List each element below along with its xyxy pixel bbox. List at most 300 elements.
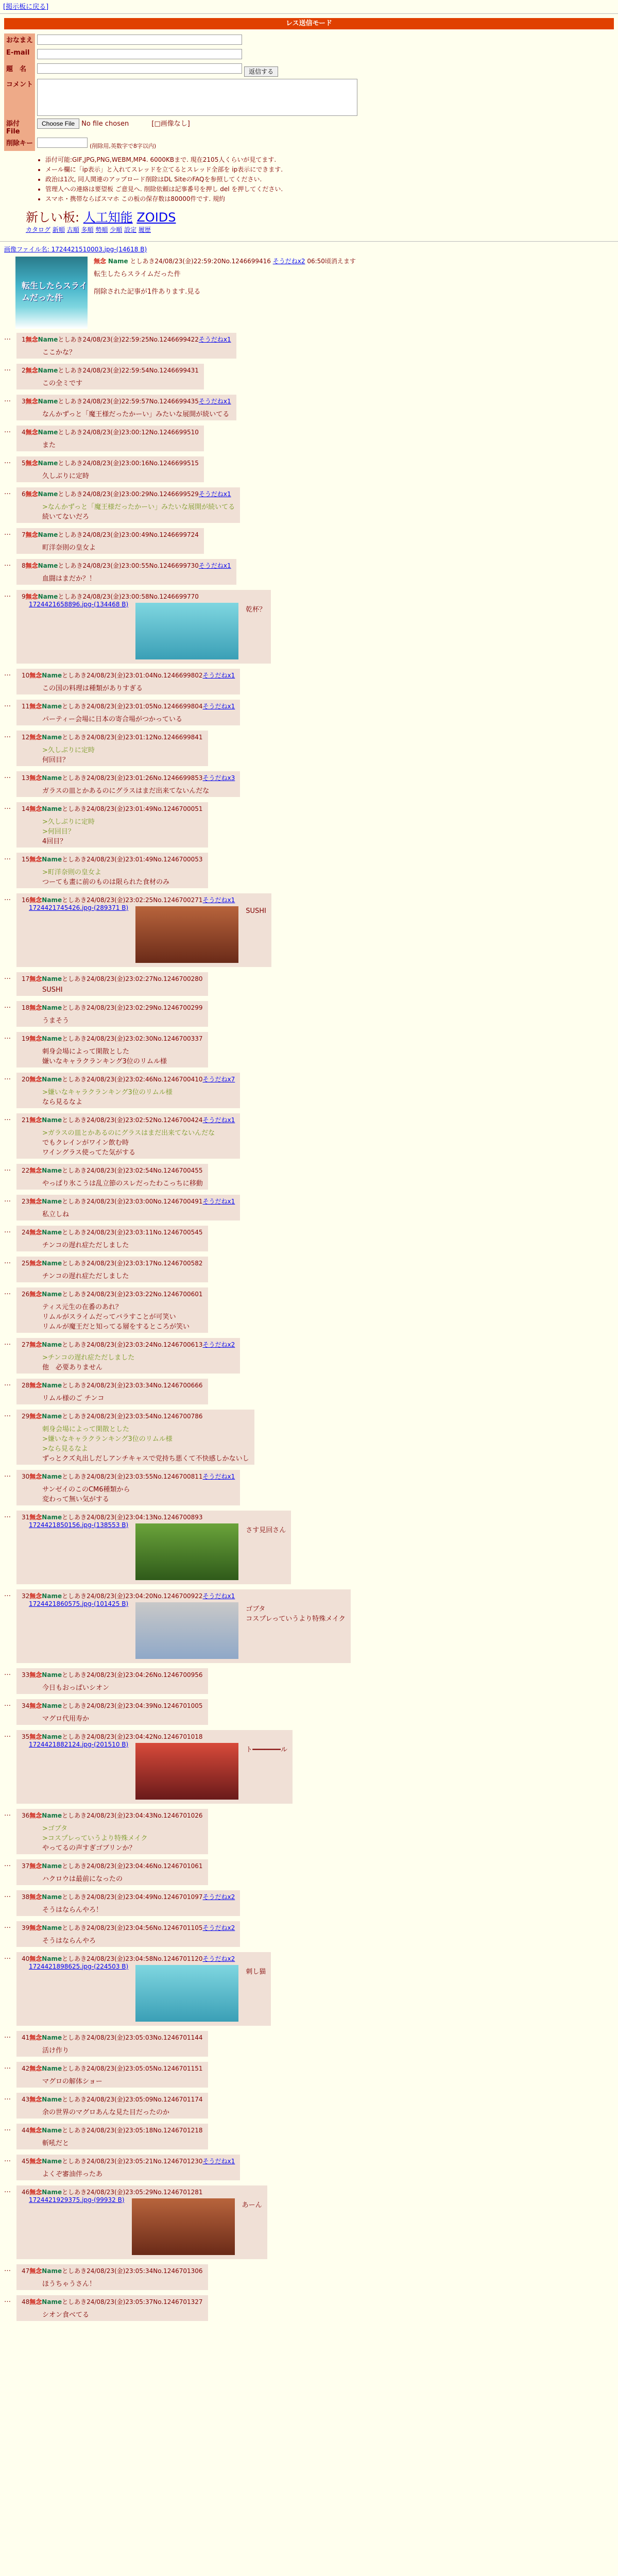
reply-name: 無念: [29, 2126, 42, 2134]
reply-file-link[interactable]: 1724421658896.jpg-(134468 B): [29, 600, 129, 608]
reply-name: 無念: [29, 1893, 42, 1901]
reply-line: でもクレインがワイン飲む時: [42, 1139, 129, 1147]
reply-line: サンゼイのこのCM6種類から: [42, 1485, 130, 1494]
reply-sodane[interactable]: そうだねx1: [202, 1472, 235, 1480]
reply-number: 40: [22, 1955, 30, 1962]
reply: [16, 2031, 208, 2057]
reply-header: [22, 855, 203, 863]
reply-sub: Name: [42, 896, 62, 904]
reply-header: [22, 702, 235, 710]
reply-name: 無念: [25, 490, 38, 498]
reply: [16, 893, 271, 967]
delkey-input[interactable]: [37, 138, 88, 148]
reply-sodane[interactable]: そうだねx1: [198, 562, 231, 569]
reply: [16, 2124, 208, 2149]
reply: [16, 528, 204, 554]
reply-number: 7: [22, 531, 26, 538]
reply-name: 無念: [29, 805, 42, 812]
back-to-board-link[interactable]: [掲示板に戻る]: [3, 3, 49, 11]
reply-date: としあき24/08/23(金)23:03:54No.1246700786: [62, 1412, 203, 1420]
reply-indent: …: [4, 364, 11, 372]
reply-name: 無念: [29, 1702, 42, 1709]
reply: [16, 1470, 240, 1505]
reply-number: 27: [22, 1341, 30, 1348]
reply-line: つーても畫に前のものは限られた食材のみ: [42, 878, 170, 886]
reply-row: [4, 332, 614, 363]
reply-line: >コスプレっていうより特殊メイク: [42, 1834, 148, 1842]
reply-body: [42, 1682, 203, 1692]
reply-number: 5: [22, 459, 26, 467]
reply-row: [4, 1667, 614, 1698]
reply-body: [242, 2199, 262, 2209]
reply-body: [42, 2138, 203, 2147]
reply-row: [4, 2263, 614, 2294]
reply-indent: …: [4, 1379, 11, 1387]
reply-body: [42, 1423, 249, 1463]
reply: [16, 1699, 208, 1725]
reply-number: 13: [22, 774, 30, 782]
reply-sodane[interactable]: そうだねx1: [202, 671, 235, 679]
reply-date: としあき24/08/23(金)23:05:05No.1246701151: [62, 2064, 203, 2072]
reply-line: また: [42, 441, 56, 449]
choose-file-button[interactable]: Choose File: [37, 118, 79, 129]
reply-header: [22, 1861, 203, 1870]
reply-name: 無念: [29, 1862, 42, 1870]
reply-body: [246, 1524, 286, 1534]
reply-sodane[interactable]: そうだねx1: [202, 1592, 235, 1600]
reply-sub: Name: [38, 562, 58, 569]
reply-sub: Name: [42, 1733, 62, 1740]
catalog-link[interactable]: 勢順: [95, 226, 108, 233]
reply-row: [4, 971, 614, 1000]
reply-name: 無念: [29, 1733, 42, 1740]
reply-date: としあき24/08/23(金)23:00:58No.1246699770: [58, 592, 199, 600]
reply-sub: Name: [38, 531, 58, 538]
reply-date: としあき24/08/23(金)23:05:29No.1246701281: [62, 2188, 203, 2196]
reply-line: リムルが魔王だと知ってる層をするところが笑い: [42, 1323, 190, 1331]
reply-indent: …: [4, 2296, 11, 2304]
reply-sub: Name: [38, 592, 58, 600]
reply-header: [22, 2095, 203, 2104]
op-image-caption: 転生したらスライムだった件: [22, 280, 88, 302]
reply-row: [4, 1510, 614, 1588]
reply-indent: …: [4, 2265, 11, 2273]
textonly-checkbox[interactable]: [□画像なし]: [151, 120, 190, 128]
reply-indent: …: [4, 1590, 11, 1598]
reply-row: [4, 1256, 614, 1286]
reply-number: 9: [22, 592, 26, 600]
reply-sodane[interactable]: そうだねx1: [202, 1116, 235, 1124]
reply-body: [42, 2107, 203, 2116]
reply-line: ガラスの皿とかあるのにグラスはまだ出来てないんだな: [42, 787, 210, 795]
reply-file-link[interactable]: 1724421929375.jpg-(99932 B): [29, 2196, 125, 2204]
reply-sub: Name: [42, 1197, 62, 1205]
reply-name: 無念: [29, 1592, 42, 1600]
reply-row: [4, 1951, 614, 2030]
reply-header: [22, 804, 203, 813]
board-link-zoids[interactable]: ZOIDS: [136, 210, 176, 225]
catalog-link[interactable]: 古順: [66, 226, 79, 233]
reply-line: 血闘はまだか？！: [42, 574, 96, 583]
reply-line: 刺身会場によって閑散とした: [42, 1047, 130, 1056]
reply-number: 2: [22, 366, 26, 374]
reply-date: としあき24/08/23(金)23:04:39No.1246701005: [62, 1702, 203, 1709]
reply-sodane[interactable]: そうだねx1: [198, 335, 231, 343]
reply-line: あーん: [242, 2201, 262, 2209]
reply-indent: …: [4, 1002, 11, 1010]
reply: [16, 1195, 240, 1221]
reply-file-link[interactable]: 1724421850156.jpg-(138553 B): [29, 1521, 129, 1529]
catalog-link[interactable]: カタログ: [26, 226, 51, 233]
reply-header: [22, 733, 203, 741]
reply-header: [22, 1075, 235, 1083]
reply-date: としあき24/08/23(金)23:01:26No.1246699853: [62, 774, 203, 782]
reply-header: [22, 895, 266, 904]
reply-name: 無念: [29, 2188, 42, 2196]
name-input[interactable]: [37, 35, 242, 45]
op-sodane[interactable]: そうだねx2: [272, 257, 305, 265]
reply-date: としあき24/08/23(金)23:04:20No.1246700922: [62, 1592, 203, 1600]
reply-sub: Name: [42, 2126, 62, 2134]
reply-name: 無念: [29, 1924, 42, 1931]
reply-number: 1: [22, 335, 26, 343]
reply: [16, 456, 204, 482]
reply-line: 活け作り: [42, 2046, 70, 2055]
reply-sub: Name: [42, 805, 62, 812]
reply: [16, 1668, 208, 1694]
reply: [16, 2185, 267, 2259]
reply-row: [4, 363, 614, 394]
reply-sub: Name: [42, 2267, 62, 2275]
reply-number: 32: [22, 1592, 30, 1600]
reply-sub: Name: [42, 1893, 62, 1901]
rule-item: • 政治は1次, 同人関連のアップロード削除はDL SiteのFAQを参照してください.: [45, 175, 618, 183]
reply-sodane[interactable]: そうだねx1: [202, 2157, 235, 2165]
reply-number: 26: [22, 1290, 30, 1298]
op-body: [25, 268, 614, 296]
delkey-note: (削除用,英数字で8字以内): [90, 142, 157, 149]
reply-name: 無念: [29, 1341, 42, 1348]
reply-body: [42, 1240, 203, 1249]
reply-name: 無念: [29, 1955, 42, 1962]
reply-sub: Name: [38, 366, 58, 374]
reply-row: [4, 1163, 614, 1194]
reply-body: [42, 1935, 235, 1945]
reply-date: としあき24/08/23(金)23:04:13No.1246700893: [62, 1513, 203, 1521]
reply-date: としあき24/08/23(金)23:05:18No.1246701218: [62, 2126, 203, 2134]
op-header: [4, 253, 614, 265]
reply-body: [42, 1393, 203, 1402]
reply-row: [4, 455, 614, 486]
reply: [16, 2264, 208, 2290]
reply-body: [42, 439, 199, 449]
reply: [16, 1921, 240, 1947]
reply-line: 変わって無い気がする: [42, 1495, 109, 1503]
reply-header: [22, 459, 199, 467]
op-line: 削除された記事が1件あります.見る: [94, 287, 201, 296]
reply-date: としあき24/08/23(金)23:00:55No.1246699730: [58, 562, 199, 569]
reply-number: 43: [22, 2095, 30, 2103]
reply-date: としあき24/08/23(金)23:01:04No.1246699802: [62, 671, 203, 679]
reply-line: ティス元生の在番のあれ？: [42, 1303, 122, 1311]
reply-sub: Name: [42, 1671, 62, 1679]
reply-date: としあき24/08/23(金)23:00:49No.1246699724: [58, 531, 199, 538]
reply-header: [22, 592, 266, 601]
reply-name: 無念: [29, 896, 42, 904]
reply-number: 22: [22, 1166, 30, 1174]
op-image[interactable]: [15, 257, 88, 329]
reply-thumbnail[interactable]: [135, 1523, 238, 1580]
reply-sub: Name: [42, 1035, 62, 1042]
reply-number: 36: [22, 1811, 30, 1819]
board-link-ai[interactable]: 人工知能: [83, 210, 133, 225]
reply-number: 25: [22, 1259, 30, 1267]
reply-body: [42, 409, 231, 418]
reply-row: [4, 558, 614, 589]
replies: [4, 332, 614, 2325]
reply-header: [22, 2064, 203, 2073]
reply-number: 10: [22, 671, 30, 679]
reply-file-link[interactable]: 1724421882124.jpg-(201510 B): [29, 1740, 129, 1748]
email-input[interactable]: [37, 49, 242, 59]
reply: [16, 731, 208, 766]
comment-textarea[interactable]: [37, 79, 357, 116]
reply: [16, 2062, 208, 2088]
reply-indent: …: [4, 2062, 11, 2071]
reply: [16, 771, 240, 797]
reply-sodane[interactable]: そうだねx1: [202, 896, 235, 904]
rules-list: [25, 155, 618, 203]
reply-number: 18: [22, 1004, 30, 1011]
reply-line: 今日もおっぱいシオン: [42, 1684, 110, 1692]
catalog-link[interactable]: 設定: [124, 226, 137, 233]
reply-header: [22, 974, 203, 983]
reply-number: 19: [22, 1035, 30, 1042]
reply-date: としあき24/08/23(金)23:03:17No.1246700582: [62, 1259, 203, 1267]
reply-body: [42, 683, 235, 692]
op-file-link[interactable]: 画像ファイル名: 1724421510003.jpg-(14618 B): [4, 245, 147, 253]
reply-number: 29: [22, 1412, 30, 1420]
reply-indent: …: [4, 1164, 11, 1173]
new-board-banner: [26, 207, 618, 225]
reply-date: としあき24/08/23(金)23:04:46No.1246701061: [62, 1862, 203, 1870]
reply-thumbnail[interactable]: [135, 1602, 238, 1659]
reply-header: [22, 1892, 235, 1901]
reply-file-link[interactable]: 1724421745426.jpg-(289371 B): [29, 904, 129, 911]
reply-sub: Name: [42, 1290, 62, 1298]
reply-line: この全ミです: [42, 379, 83, 387]
reply-date: としあき24/08/23(金)23:03:11No.1246700545: [62, 1228, 203, 1236]
reply-number: 42: [22, 2064, 30, 2072]
reply-number: 20: [22, 1075, 30, 1083]
reply-row: [4, 770, 614, 801]
reply-line: 私立しね: [42, 1210, 70, 1218]
reply-date: としあき24/08/23(金)23:02:27No.1246700280: [62, 975, 203, 982]
op-name: 無念: [94, 257, 107, 265]
reply-line: パーティー会場に日本の寄合場がつかっている: [42, 715, 182, 723]
reply-row: [4, 1337, 614, 1378]
reply-body: [42, 744, 203, 764]
subject-input[interactable]: [37, 63, 242, 74]
reply-number: 31: [22, 1513, 30, 1521]
reply-sub: Name: [42, 2298, 62, 2306]
reply-sub: Name: [42, 2095, 62, 2103]
op-date: としあき24/08/23(金)22:59:20No.1246699416: [130, 257, 271, 265]
reply-header: [22, 1670, 203, 1679]
reply-row: [4, 2294, 614, 2325]
reply-header: [22, 1954, 266, 1963]
reply-date: としあき24/08/23(金)23:04:42No.1246701018: [62, 1733, 203, 1740]
reply-thumbnail[interactable]: [135, 603, 238, 659]
reply-date: としあき24/08/23(金)22:59:54No.1246699431: [58, 366, 199, 374]
reply-body: [246, 1966, 266, 1976]
reply: [16, 559, 236, 585]
reply-file-link[interactable]: 1724421898625.jpg-(224503 B): [29, 1962, 129, 1970]
reply-indent: …: [4, 973, 11, 981]
reply-date: としあき24/08/23(金)23:05:37No.1246701327: [62, 2298, 203, 2306]
reply-date: としあき24/08/23(金)23:02:54No.1246700455: [62, 1166, 203, 1174]
reply-number: 17: [22, 975, 30, 982]
reply-sub: Name: [42, 1702, 62, 1709]
reply-line: 斬吼だと: [42, 2139, 70, 2147]
reply-header: [22, 428, 199, 436]
reply-indent: …: [4, 1032, 11, 1041]
reply-indent: …: [4, 1922, 11, 1930]
catalog-link[interactable]: 新順: [52, 226, 65, 233]
reply-row: [4, 1378, 614, 1409]
reply-sodane[interactable]: そうだねx1: [198, 397, 231, 405]
reply-thumbnail[interactable]: [135, 1743, 238, 1800]
reply-number: 34: [22, 1702, 30, 1709]
reply-date: としあき24/08/23(金)23:05:21No.1246701230: [62, 2157, 203, 2165]
reply-name: 無念: [29, 1811, 42, 1819]
reply-indent: …: [4, 2186, 11, 2194]
reply-indent: …: [4, 1470, 11, 1479]
reply-sodane[interactable]: そうだねx1: [198, 490, 231, 498]
reply-sodane[interactable]: そうだねx3: [202, 774, 235, 782]
reply-indent: …: [4, 1700, 11, 1708]
reply-row: [4, 1072, 614, 1112]
rule-item: • 管理人への連絡は要望板 ご意見へ. 削除依頼は記事番号を押し del を押してください.: [45, 184, 618, 193]
reply-number: 4: [22, 428, 26, 436]
reply-line: コスプレっていうより特殊メイク: [246, 1615, 346, 1623]
reply: [16, 1589, 351, 1663]
reply-body: [42, 1823, 203, 1852]
reply-date: としあき24/08/23(金)23:03:55No.1246700811: [62, 1472, 203, 1480]
reply-sub: Name: [42, 671, 62, 679]
reply-sub: Name: [38, 397, 58, 405]
reply-line: 刺身会場によって閑散とした: [42, 1425, 130, 1433]
reply: [16, 487, 240, 523]
reply-line: そうはならんやろ！: [42, 1906, 103, 1914]
reply-line: 4回目？: [42, 837, 67, 845]
reply-row: [4, 1286, 614, 1337]
reply-line: リムル様のご チンコ: [42, 1394, 105, 1402]
reply-date: としあき24/08/23(金)23:05:09No.1246701174: [62, 2095, 203, 2103]
reply-row: [4, 1112, 614, 1163]
thread: [0, 242, 618, 2328]
reply-name: 無念: [29, 1075, 42, 1083]
reply-sodane[interactable]: そうだねx7: [202, 1075, 235, 1083]
reply: [16, 426, 204, 451]
comment-label: コメント: [4, 78, 35, 117]
reply-indent: …: [4, 2031, 11, 2040]
reply-sodane[interactable]: そうだねx2: [202, 1955, 235, 1962]
reply-date: としあき24/08/23(金)23:05:34No.1246701306: [62, 2267, 203, 2275]
reply-line: 何回目？: [42, 756, 70, 764]
reply-date: としあき24/08/23(金)23:00:12No.1246699510: [58, 428, 199, 436]
reply-row: [4, 486, 614, 527]
reply-thumbnail[interactable]: [135, 1965, 238, 2022]
reply-indent: …: [4, 426, 11, 434]
reply-sub: Name: [42, 1955, 62, 1962]
reply-line: やってるの声すぎゴブリンか？: [42, 1844, 136, 1852]
reply-line: マグロの解体ショー: [42, 2077, 102, 2086]
reply-sodane[interactable]: そうだねx1: [202, 702, 235, 710]
reply-file-link[interactable]: 1724421860575.jpg-(101425 B): [29, 1600, 129, 1607]
reply-row: [4, 1000, 614, 1031]
reply-body: [42, 2168, 235, 2178]
reply-date: としあき24/08/23(金)23:02:29No.1246700299: [62, 1004, 203, 1011]
reply-line: 久しぶりに定時: [42, 472, 90, 480]
reply-header: [22, 671, 235, 680]
reply-thumbnail[interactable]: [132, 2198, 235, 2255]
reply-number: 46: [22, 2188, 30, 2196]
rule-item: • メール欄に「ip表示」と入れてスレッドを立てるとスレッド全部を ip表示にできます.: [45, 165, 618, 174]
reply: [16, 972, 208, 996]
reply-header: [22, 1923, 235, 1932]
reply-sub: Name: [38, 459, 58, 467]
submit-button[interactable]: 返信する: [244, 66, 278, 77]
reply-sodane[interactable]: そうだねx2: [202, 1341, 235, 1348]
reply-thumbnail[interactable]: [135, 906, 238, 963]
reply-row: [4, 527, 614, 558]
reply-sub: Name: [42, 1259, 62, 1267]
reply-sodane[interactable]: そうだねx2: [202, 1893, 235, 1901]
reply-name: 無念: [29, 1004, 42, 1011]
reply-sub: Name: [42, 2033, 62, 2041]
reply-name: 無念: [25, 366, 38, 374]
reply-sodane[interactable]: そうだねx1: [202, 1197, 235, 1205]
catalog-link[interactable]: 多順: [81, 226, 94, 233]
reply-header: [22, 773, 235, 782]
reply-indent: …: [4, 700, 11, 708]
reply-row: [4, 2123, 614, 2154]
catalog-link[interactable]: 少順: [110, 226, 123, 233]
reply-line: 続いてないだろ: [42, 513, 90, 521]
reply-line: うまそう: [42, 1016, 70, 1025]
reply-body: [42, 785, 235, 795]
reply-row: [4, 394, 614, 425]
reply-indent: …: [4, 457, 11, 465]
catalog-link[interactable]: 履歴: [138, 226, 151, 233]
reply-number: 11: [22, 702, 30, 710]
reply-line: なら見るなよ: [42, 1098, 83, 1106]
reply: [16, 700, 240, 725]
reply-date: としあき24/08/23(金)23:03:24No.1246700613: [62, 1341, 203, 1348]
reply: [16, 1859, 208, 1885]
reply-number: 28: [22, 1381, 30, 1389]
reply-sodane[interactable]: そうだねx2: [202, 1924, 235, 1931]
file-status: No file chosen: [81, 120, 129, 128]
reply-name: 無念: [25, 459, 38, 467]
reply-indent: …: [4, 488, 11, 496]
reply: [16, 1113, 240, 1159]
reply-number: 24: [22, 1228, 30, 1236]
reply-row: [4, 1409, 614, 1469]
reply-body: [246, 1603, 346, 1623]
reply-name: 無念: [29, 1513, 42, 1521]
